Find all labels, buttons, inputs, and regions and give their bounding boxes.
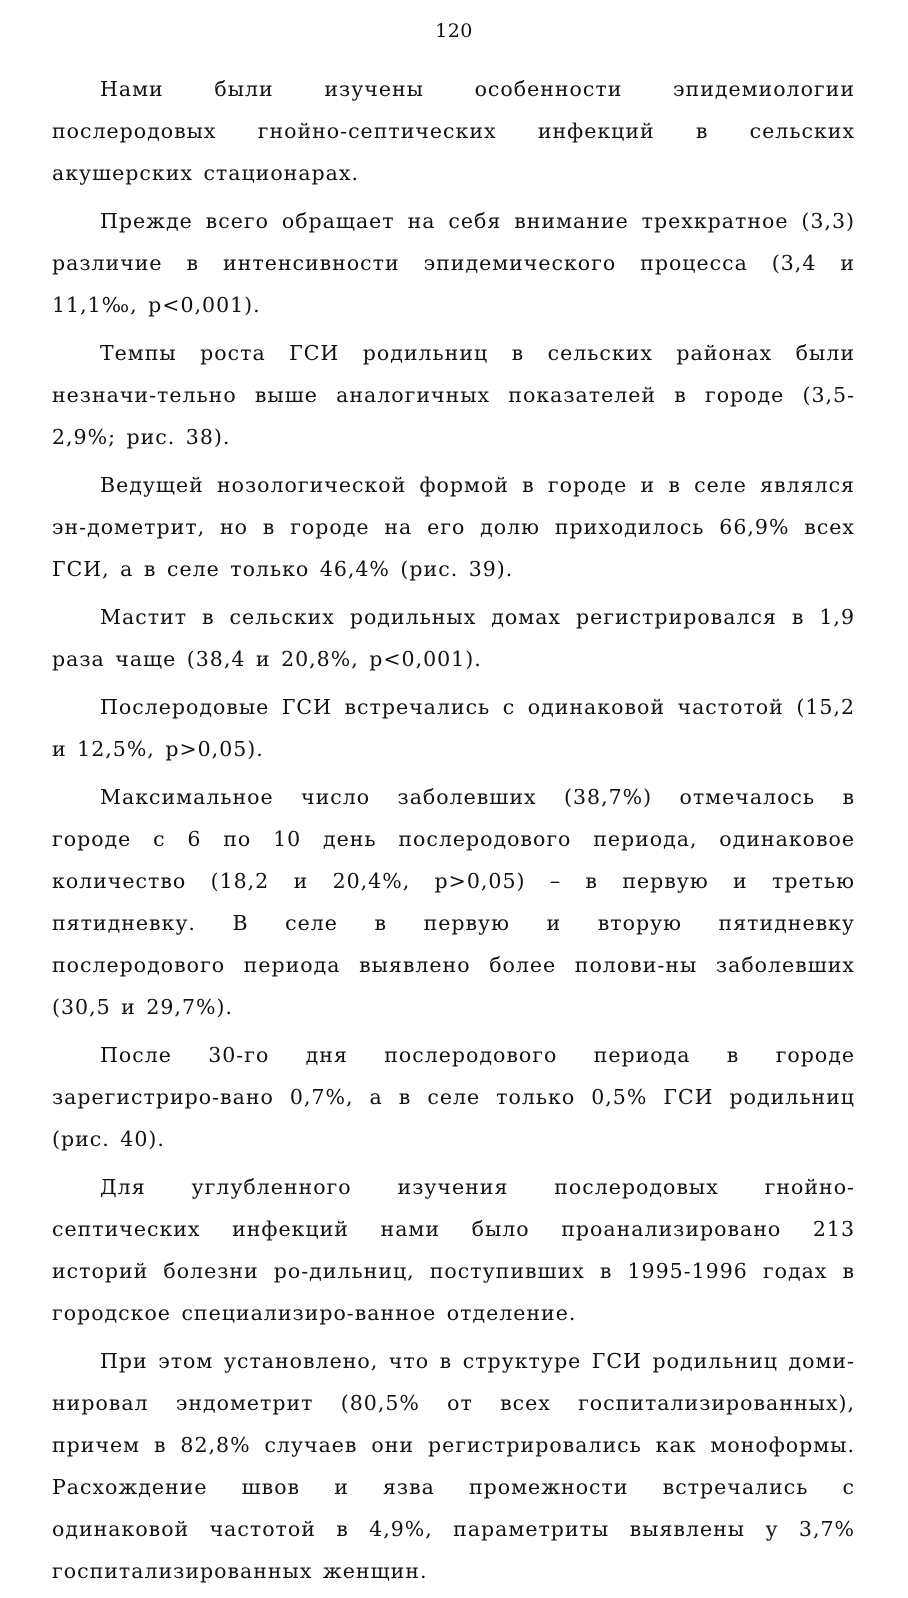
paragraph-8: После 30-го дня послеродового периода в городе зарегистриро-вано 0,7%, а в селе только 0,5% ГСИ родильниц (рис. 40). — [52, 1043, 855, 1151]
paragraph-9: Для углубленного изучения послеродовых гнойно-септических инфекций нами было проанализировано 213 историй болезни ро-дильниц, поступивших в 1995-1996 годах в городское специализиро-ванное отделение. — [52, 1175, 855, 1325]
paragraph-3: Темпы роста ГСИ родильниц в сельских районах были незначи-тельно выше аналогичных показателей в городе (3,5-2,9%; рис. 38). — [52, 341, 855, 449]
page-body — [52, 68, 855, 1598]
paragraph-10: При этом установлено, что в структуре ГСИ родильниц доми-нировал эндометрит (80,5% от всех госпитализированных), причем в 82,8% случаев они регистрировались как моноформы. Расхождение швов и язва промежности встречались с одинаковой частотой в 4,9%, параметриты выявлены у 3,7% госпитализированных женщин. — [52, 1349, 855, 1583]
paragraph-2: Прежде всего обращает на себя внимание трехкратное (3,3) различие в интенсивности эпидемического процесса (3,4 и 11,1‰, p<0,001). — [52, 209, 855, 317]
paragraph-6: Послеродовые ГСИ встречались с одинаковой частотой (15,2 и 12,5%, p>0,05). — [52, 695, 855, 761]
paragraph-1: Нами были изучены особенности эпидемиологии послеродовых гнойно-септических инфекций в сельских акушерских стационарах. — [52, 77, 855, 185]
paragraph-4: Ведущей нозологической формой в городе и в селе являлся эн-дометрит, но в городе на его долю приходилось 66,9% всех ГСИ, а в селе только 46,4% (рис. 39). — [52, 473, 855, 581]
paragraph-5: Мастит в сельских родильных домах регистрировался в 1,9 раза чаще (38,4 и 20,8%, p<0,001). — [52, 605, 855, 671]
paragraph-7: Максимальное число заболевших (38,7%) отмечалось в городе с 6 по 10 день послеродового периода, одинаковое количество (18,2 и 20,4%, p>0,05) – в первую и третью пятидневку. В селе в первую и вторую пятидневку послеродового периода выявлено более полови-ны заболевших (30,5 и 29,7%). — [52, 785, 855, 1019]
page-number: 120 — [435, 20, 473, 42]
